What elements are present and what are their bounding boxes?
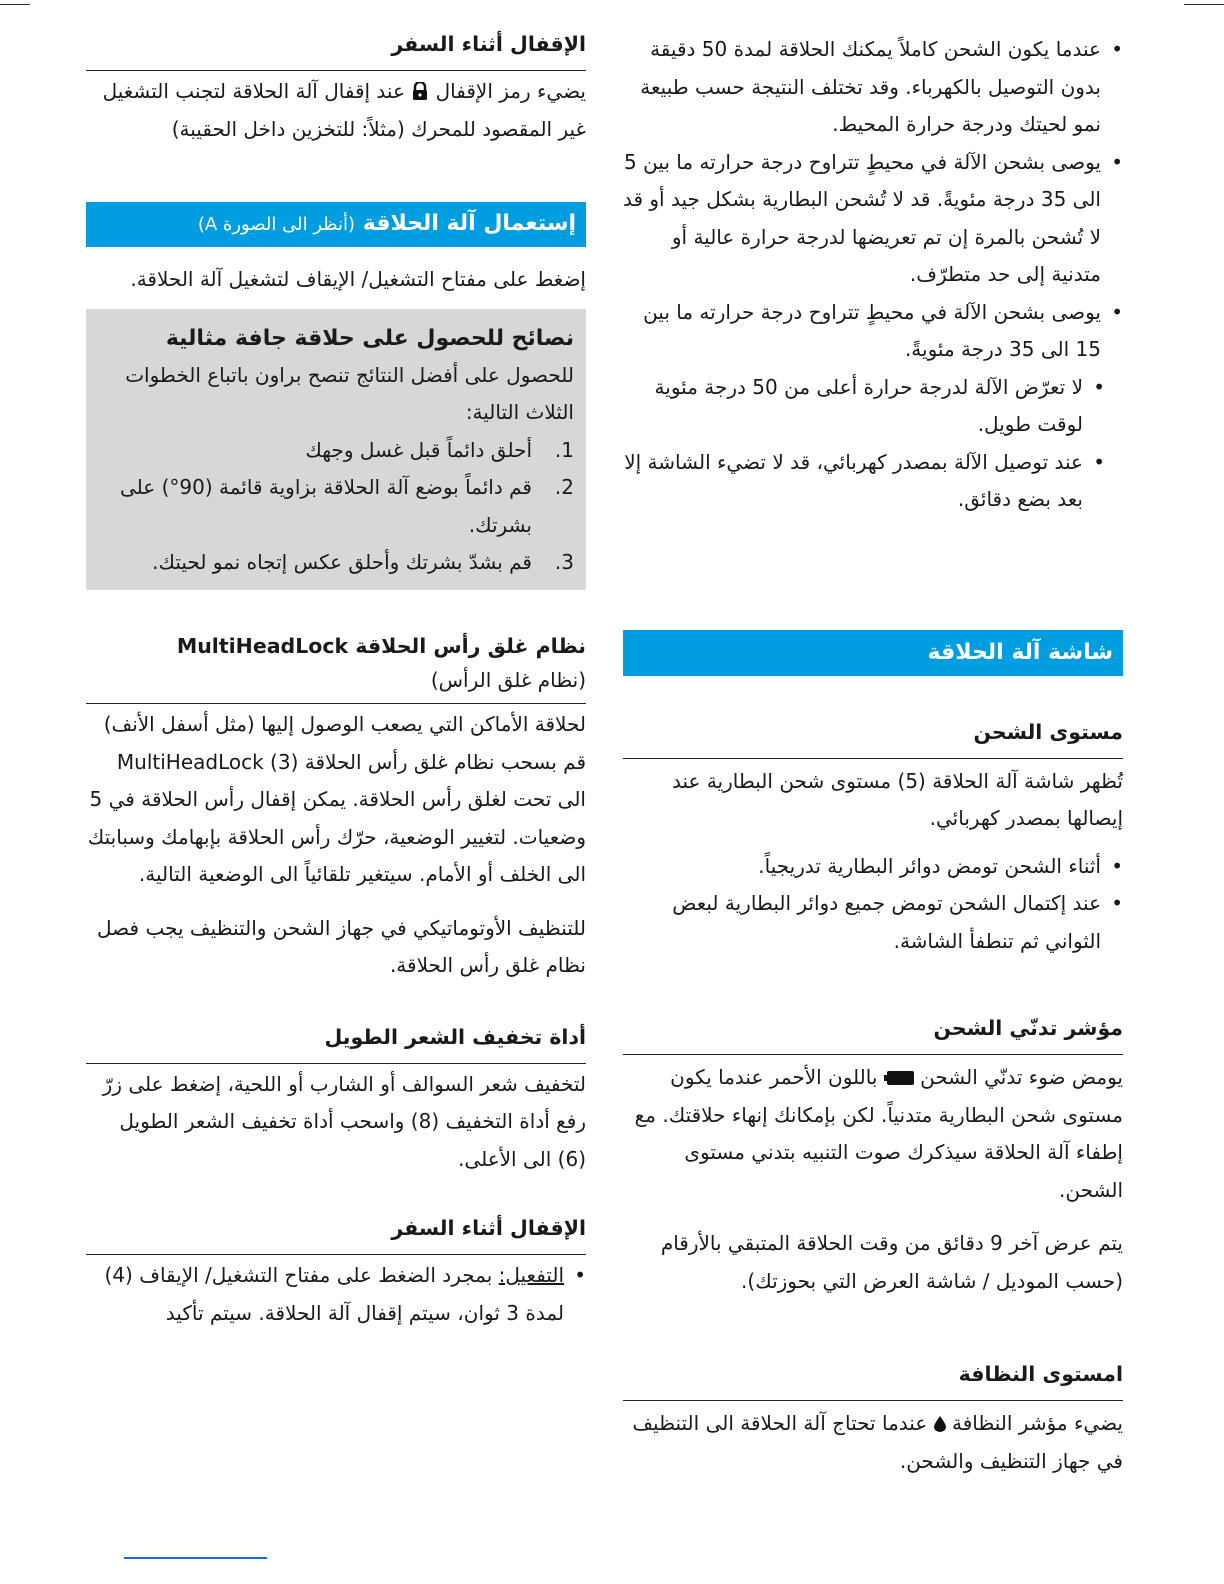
tips-heading: نصائح للحصول على حلاقة جافة مثالية xyxy=(165,325,574,351)
list-item: • أثناء الشحن تومض دوائر البطارية تدريجياً. xyxy=(623,848,1101,886)
travel-lock-2-heading: الإقفال أثناء السفر xyxy=(86,1212,586,1255)
trimmer-heading: أداة تخفيف الشعر الطويل xyxy=(86,1021,586,1064)
charge-level-heading: مستوى الشحن xyxy=(623,716,1123,759)
list-item: • لا تعرّض الآلة لدرجة حرارة أعلى من 50 درجة مئوية لوقت طويل. xyxy=(623,369,1083,444)
trimmer-text: لتخفيف شعر السوالف أو الشارب أو اللحية، إضغط على زرّ رفع أداة التخفيف (8) واسحب أداة تخفيف الشعر الطويل (6) الى الأعلى. xyxy=(102,1071,586,1171)
list-item: • يوصى بشحن الآلة في محيطٍ تتراوح درجة حرارته ما بين 15 الى 35 درجة مئويةً. xyxy=(623,294,1101,369)
tips-box xyxy=(86,309,586,590)
list-item: 3. قم بشدّ بشرتك وأحلق عكس إتجاه نمو لحيتك. xyxy=(152,550,574,574)
crop-mark-right xyxy=(1184,4,1224,5)
activate-label: التفعيل: xyxy=(498,1263,564,1287)
list-item: • التفعيل: بمجرد الضغط على مفتاح التشغيل/ الإيقاف (4) لمدة 3 ثوان، سيتم إقفال آلة الحلاقة. سيتم تأكيد xyxy=(86,1257,564,1332)
low-charge-text2: يتم عرض آخر 9 دقائق من وقت الحلاقة المتبقي بالأرقام (حسب الموديل / شاشة العرض التي بحوزتك). xyxy=(660,1231,1123,1293)
travel-lock-heading: الإقفال أثناء السفر xyxy=(86,28,586,71)
usage-section-title: إستعمال آلة الحلاقة (أنظر الى الصورة A) xyxy=(86,202,586,247)
multiheadlock-text2: للتنظيف الأوتوماتيكي في جهاز الشحن والتنظيف يجب فصل نظام غلق رأس الحلاقة. xyxy=(97,915,586,977)
footer-line xyxy=(124,1557,267,1559)
travel-lock-text: يضيء رمز الإقفال عند إقفال آلة الحلاقة لتجنب التشغيل غير المقصود للمحرك (مثلاً: للتخزين داخل الحقيبة) xyxy=(102,79,586,141)
list-item: 1. أحلق دائماً قبل غسل وجهك xyxy=(305,437,574,462)
left-column xyxy=(86,28,586,1332)
list-item: • عند إكتمال الشحن تومض جميع دوائر البطارية لبعض الثواني ثم تنطفأ الشاشة. xyxy=(623,885,1101,960)
drop-icon xyxy=(934,1416,946,1432)
list-item: • يوصى بشحن الآلة في محيطٍ تتراوح درجة حرارته ما بين 5 الى 35 درجة مئويةً. قد لا تُشحن البطارية بشكل جيد أو قد لا تُشحن بالمرة إن تم تعريضها لدرجة حرارة عالية أو متدنية إلى حد متطرّف. xyxy=(623,144,1101,294)
tips-steps xyxy=(98,432,574,582)
charge-level-bullets xyxy=(623,848,1123,961)
list-item: 2. قم دائماً بوضع آلة الحلاقة بزاوية قائمة (90°) على بشرتك. xyxy=(120,475,574,537)
crop-mark-left xyxy=(0,4,30,5)
cleaning-heading: امستوى النظافة xyxy=(623,1358,1123,1401)
right-column xyxy=(623,28,1123,1480)
charge-level-text: تُظهر شاشة آلة الحلاقة (5) مستوى شحن البطارية عند إيصالها بمصدر كهربائي. xyxy=(672,768,1123,830)
charging-bullets xyxy=(623,31,1123,519)
list-item: • عند توصيل الآلة بمصدر كهربائي، قد لا تضيء الشاشة إلا بعد بضع دقائق. xyxy=(623,444,1083,519)
low-charge-heading: مؤشر تدنّي الشحن xyxy=(623,1012,1123,1055)
cleaning-text: يضيء مؤشر النظافة عندما تحتاج آلة الحلاقة الى التنظيف في جهاز التنظيف والشحن. xyxy=(632,1411,1123,1473)
multiheadlock-heading: نظام غلق رأس الحلاقة MultiHeadLock xyxy=(176,633,586,658)
travel-lock-2-bullets xyxy=(86,1257,586,1332)
battery-icon xyxy=(884,1071,914,1085)
tips-intro: للحصول على أفضل النتائج تنصح براون باتباع الخطوات الثلاث التالية: xyxy=(125,362,574,424)
low-charge-text: يومض ضوء تدنّي الشحن باللون الأحمر عندما يكون مستوى شحن البطارية متدنياً. لكن بإمكانك إنهاء حلاقتك. مع إطفاء آلة الحلاقة سيذكرك صوت التنبيه بتدني مستوى الشحن. xyxy=(634,1065,1123,1202)
lock-icon xyxy=(411,82,429,100)
list-item: • عندما يكون الشحن كاملاً يمكنك الحلاقة لمدة 50 دقيقة بدون التوصيل بالكهرباء. وقد تختلف النتيجة حسب طبيعة نمو لحيتك ودرجة حرارة المحيط. xyxy=(623,31,1101,144)
multiheadlock-text: لحلاقة الأماكن التي يصعب الوصول إليها (مثل أسفل الأنف) قم بسحب نظام غلق رأس الحلاقة (3) MultiHeadLock الى تحت لغلق رأس الحلاقة. يمكن إقفال رأس الحلاقة في 5 وضعيات. لتغيير الوضعية، حرّك رأس الحلاقة بإبهامك وسبابتك الى الخلف أو الأمام. سيتغير تلقائياً الى الوضعية التالية. xyxy=(87,712,586,886)
display-section-title: شاشة آلة الحلاقة xyxy=(623,630,1123,676)
usage-text: إضغط على مفتاح التشغيل/ الإيقاف لتشغيل آلة الحلاقة. xyxy=(130,267,586,291)
multiheadlock-subheading: (نظام غلق الرأس) xyxy=(86,662,586,705)
